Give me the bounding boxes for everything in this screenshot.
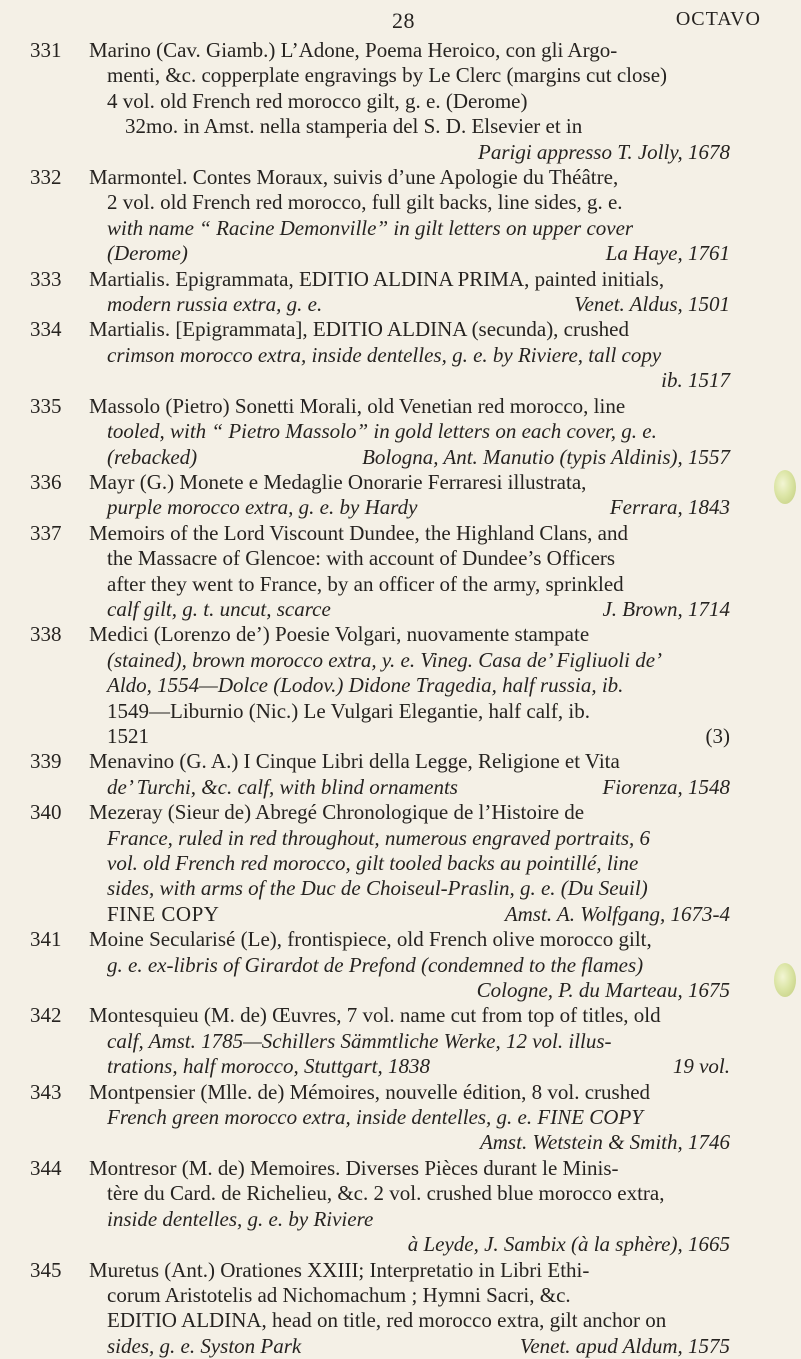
catalogue-entry [30, 749, 730, 800]
entry-line: Martialis. Epigrammata, EDITIO ALDINA PRIMA, painted initials, [89, 267, 730, 292]
catalogue-entry [30, 267, 730, 318]
entry-line: Massolo (Pietro) Sonetti Morali, old Venetian red morocco, line [89, 394, 730, 419]
catalogue-entry [30, 622, 730, 749]
entry-line: 1549—Liburnio (Nic.) Le Vulgari Elegantie, half calf, ib. [89, 699, 730, 724]
condition: (rebacked) [107, 445, 197, 470]
entry-line: vol. old French red morocco, gilt tooled backs au pointillé, line [89, 851, 730, 876]
entry-line: Memoirs of the Lord Viscount Dundee, the Highland Clans, and [89, 521, 730, 546]
entry-line [89, 902, 730, 927]
entry-line: inside dentelles, g. e. by Riviere [89, 1207, 730, 1232]
binding: purple morocco extra, g. e. by Hardy [107, 495, 417, 520]
entry-line: Muretus (Ant.) Orationes XXIII; Interpretatio in Libri Ethi- [89, 1258, 730, 1283]
lot-number: 334 [30, 317, 80, 342]
volume-count: (3) [706, 724, 731, 749]
entry-line: menti, &c. copperplate engravings by Le Clerc (margins cut close) [89, 63, 730, 88]
lot-number: 343 [30, 1080, 80, 1105]
entry-line [89, 1334, 730, 1359]
entry-line [89, 775, 730, 800]
imprint: J. Brown, 1714 [602, 597, 730, 622]
imprint: Amst. Wetstein & Smith, 1746 [89, 1130, 730, 1155]
entry-line [89, 1054, 730, 1079]
entry-line: Menavino (G. A.) I Cinque Libri della Legge, Religione et Vita [89, 749, 730, 774]
entry-line: Martialis. [Epigrammata], EDITIO ALDINA (secunda), crushed [89, 317, 730, 342]
lot-number: 331 [30, 38, 80, 63]
entry-line: France, ruled in red throughout, numerous engraved portraits, 6 [89, 826, 730, 851]
copy-note: FINE COPY [107, 902, 219, 927]
entry-line: Aldo, 1554—Dolce (Lodov.) Didone Tragedia, half russia, ib. [89, 673, 730, 698]
catalogue-entry [30, 38, 730, 165]
catalogue-entry [30, 1258, 730, 1359]
entry-line: g. e. ex-libris of Girardot de Prefond (condemned to the flames) [89, 953, 730, 978]
lot-number: 332 [30, 165, 80, 190]
entry-line: Montesquieu (M. de) Œuvres, 7 vol. name cut from top of titles, old [89, 1003, 730, 1028]
entry-line [89, 445, 730, 470]
entry-line [89, 495, 730, 520]
lot-number: 333 [30, 267, 80, 292]
catalogue-entry [30, 1080, 730, 1156]
imprint: La Haye, 1761 [606, 241, 730, 266]
catalogue-entry [30, 800, 730, 927]
imprint: Bologna, Ant. Manutio (typis Aldinis), 1557 [362, 445, 730, 470]
entry-text: trations, half morocco, Stuttgart, 1838 [107, 1054, 430, 1079]
lot-number: 338 [30, 622, 80, 647]
entry-line: (stained), brown morocco extra, y. e. Vineg. Casa de’ Figliuoli de’ [89, 648, 730, 673]
entry-line: calf, Amst. 1785—Schillers Sämmtliche Werke, 12 vol. illus- [89, 1029, 730, 1054]
entry-line: after they went to France, by an officer of the army, sprinkled [89, 572, 730, 597]
entry-list [30, 38, 730, 1359]
binding: de’ Turchi, &c. calf, with blind ornaments [107, 775, 458, 800]
imprint: Venet. apud Aldum, 1575 [520, 1334, 730, 1359]
binding: calf gilt, g. t. uncut, scarce [107, 597, 331, 622]
entry-line: corum Aristotelis ad Nichomachum ; Hymni Sacri, &c. [89, 1283, 730, 1308]
entry-line: Montpensier (Mlle. de) Mémoires, nouvelle édition, 8 vol. crushed [89, 1080, 730, 1105]
lot-number: 337 [30, 521, 80, 546]
paper-clip-mark [774, 963, 796, 997]
entry-line [89, 597, 730, 622]
lot-number: 336 [30, 470, 80, 495]
provenance: sides, g. e. Syston Park [107, 1334, 301, 1359]
entry-line [89, 241, 730, 266]
paper-clip-mark [774, 470, 796, 504]
entry-line: Marmontel. Contes Moraux, suivis d’une Apologie du Théâtre, [89, 165, 730, 190]
imprint: Fiorenza, 1548 [602, 775, 730, 800]
imprint: Ferrara, 1843 [610, 495, 730, 520]
catalogue-entry [30, 317, 730, 393]
entry-line: Marino (Cav. Giamb.) L’Adone, Poema Heroico, con gli Argo- [89, 38, 730, 63]
imprint-year: 1521 [107, 724, 149, 749]
lot-number: 340 [30, 800, 80, 825]
entry-line: Montresor (M. de) Memoires. Diverses Pièces durant le Minis- [89, 1156, 730, 1181]
imprint: à Leyde, J. Sambix (à la sphère), 1665 [89, 1232, 730, 1257]
imprint: Amst. A. Wolfgang, 1673-4 [505, 902, 730, 927]
entry-line: with name “ Racine Demonville” in gilt letters on upper cover [89, 216, 730, 241]
entry-line: Mezeray (Sieur de) Abregé Chronologique de l’Histoire de [89, 800, 730, 825]
entry-line: 2 vol. old French red morocco, full gilt backs, line sides, g. e. [89, 190, 730, 215]
catalogue-entry [30, 1003, 730, 1079]
catalogue-entry [30, 521, 730, 623]
entry-line [89, 292, 730, 317]
entry-line: Moine Secularisé (Le), frontispiece, old French olive morocco gilt, [89, 927, 730, 952]
lot-number: 344 [30, 1156, 80, 1181]
catalogue-entry [30, 927, 730, 1003]
binder: (Derome) [107, 241, 188, 266]
imprint: ib. 1517 [89, 368, 730, 393]
entry-line: French green morocco extra, inside dentelles, g. e. FINE COPY [89, 1105, 730, 1130]
lot-number: 342 [30, 1003, 80, 1028]
binding: modern russia extra, g. e. [107, 292, 322, 317]
lot-number: 345 [30, 1258, 80, 1283]
entry-line: tère du Card. de Richelieu, &c. 2 vol. crushed blue morocco extra, [89, 1181, 730, 1206]
catalogue-entry [30, 394, 730, 470]
catalogue-entry [30, 470, 730, 521]
entry-line: EDITIO ALDINA, head on title, red morocco extra, gilt anchor on [89, 1308, 730, 1333]
imprint: Venet. Aldus, 1501 [574, 292, 730, 317]
entry-line: Medici (Lorenzo de’) Poesie Volgari, nuovamente stampate [89, 622, 730, 647]
lot-number: 335 [30, 394, 80, 419]
volume-count: 19 vol. [673, 1054, 730, 1079]
section-title: OCTAVO [676, 8, 761, 31]
catalogue-entry [30, 165, 730, 267]
entry-line: the Massacre of Glencoe: with account of Dundee’s Officers [89, 546, 730, 571]
entry-line: sides, with arms of the Duc de Choiseul-Praslin, g. e. (Du Seuil) [89, 876, 730, 901]
entry-line: 4 vol. old French red morocco gilt, g. e. (Derome) [89, 89, 730, 114]
imprint: Parigi appresso T. Jolly, 1678 [89, 140, 730, 165]
entry-line: Mayr (G.) Monete e Medaglie Onorarie Ferraresi illustrata, [89, 470, 730, 495]
entry-line: crimson morocco extra, inside dentelles, g. e. by Riviere, tall copy [89, 343, 730, 368]
entry-line: 32mo. in Amst. nella stamperia del S. D. Elsevier et in [89, 114, 730, 139]
imprint: Cologne, P. du Marteau, 1675 [89, 978, 730, 1003]
lot-number: 341 [30, 927, 80, 952]
page-number: 28 [392, 8, 415, 34]
entry-line: tooled, with “ Pietro Massolo” in gold letters on each cover, g. e. [89, 419, 730, 444]
lot-number: 339 [30, 749, 80, 774]
entry-line [89, 724, 730, 749]
catalogue-entry [30, 1156, 730, 1258]
